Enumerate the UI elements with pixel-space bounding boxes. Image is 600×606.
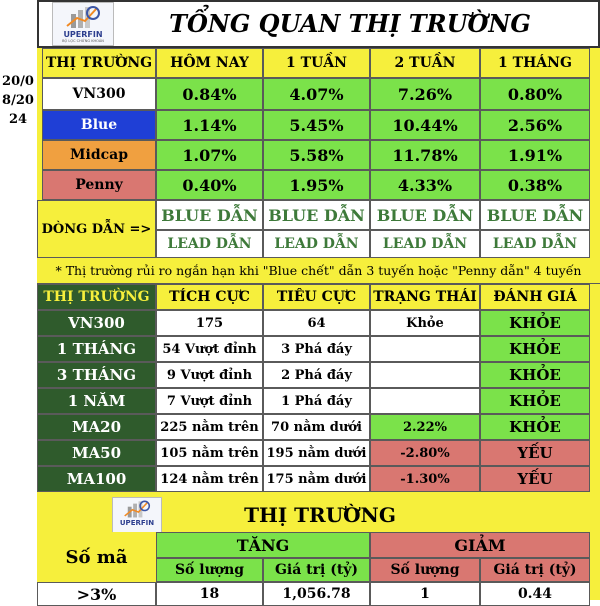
- logo-text: UPERFIN: [119, 519, 155, 527]
- overview-cell: 0.80%: [480, 78, 590, 110]
- lead-dan-cell: LEAD DẪN: [263, 230, 370, 258]
- giam-count-header: Số lượng: [370, 558, 480, 582]
- overview-cell: 1.91%: [480, 140, 590, 170]
- overview-cell: 1.95%: [263, 170, 370, 200]
- breadth-eval-cell: YẾU: [480, 466, 590, 492]
- overview-cell: 4.33%: [370, 170, 480, 200]
- market-cell: 1,056.78: [263, 582, 370, 606]
- breadth-header-negative: TIÊU CỰC: [263, 284, 370, 310]
- lead-dan-cell: LEAD DẪN: [156, 230, 263, 258]
- breadth-eval-cell: KHỎE: [480, 414, 590, 440]
- breadth-eval-cell: KHỎE: [480, 310, 590, 336]
- breadth-state-cell: 2.22%: [370, 414, 480, 440]
- breadth-row-label: 1 NĂM: [37, 388, 156, 414]
- overview-label-penny: Penny: [42, 170, 156, 200]
- breadth-header-eval: ĐÁNH GIÁ: [480, 284, 590, 310]
- breadth-state-cell: [370, 336, 480, 362]
- blue-dan-cell: BLUE DẪN: [156, 200, 263, 230]
- overview-cell: 10.44%: [370, 110, 480, 140]
- blue-dan-cell: BLUE DẪN: [263, 200, 370, 230]
- overview-label-blue: Blue: [42, 110, 156, 140]
- breadth-cell: 70 nằm dưới: [263, 414, 370, 440]
- giam-header: GIẢM: [370, 532, 590, 558]
- date-line-1: 20/0: [2, 74, 34, 89]
- breadth-state-cell: -1.30%: [370, 466, 480, 492]
- overview-cell: 0.84%: [156, 78, 263, 110]
- breadth-cell: 64: [263, 310, 370, 336]
- logo: [52, 2, 114, 46]
- logo-subtext: BỘ LỌC CHỨNG KHOÁN: [62, 39, 104, 43]
- overview-header-2w: 2 TUẦN: [370, 48, 480, 78]
- blue-dan-cell: BLUE DẪN: [370, 200, 480, 230]
- breadth-row-label: 3 THÁNG: [37, 362, 156, 388]
- breadth-row-label: MA100: [37, 466, 156, 492]
- market-cell: 1: [370, 582, 480, 606]
- breadth-state-cell: [370, 362, 480, 388]
- breadth-state-cell: -2.80%: [370, 440, 480, 466]
- overview-label-midcap: Midcap: [42, 140, 156, 170]
- giam-value-header: Giá trị (tỷ): [480, 558, 590, 582]
- breadth-state-cell: [370, 388, 480, 414]
- date-line-3: 24: [8, 112, 28, 127]
- risk-note: * Thị trường rủi ro ngắn hạn khi "Blue chết" dẫn 3 tuyến hoặc "Penny dẫn" 4 tuyến: [37, 258, 600, 284]
- overview-cell: 1.14%: [156, 110, 263, 140]
- breadth-cell: 1 Phá đáy: [263, 388, 370, 414]
- breadth-eval-cell: KHỎE: [480, 362, 590, 388]
- market-cell: 0.44: [480, 582, 590, 606]
- lead-dan-cell: LEAD DẪN: [370, 230, 480, 258]
- overview-header-1w: 1 TUẦN: [263, 48, 370, 78]
- overview-header-1m: 1 THÁNG: [480, 48, 590, 78]
- breadth-row-label: MA20: [37, 414, 156, 440]
- date-label: [0, 72, 36, 129]
- tang-count-header: Số lượng: [156, 558, 263, 582]
- breadth-cell: 175: [156, 310, 263, 336]
- overview-cell: 11.78%: [370, 140, 480, 170]
- breadth-header-market: THỊ TRƯỜNG: [37, 284, 156, 310]
- overview-label-vn300: VN300: [42, 78, 156, 110]
- market-logo: [112, 497, 162, 533]
- breadth-cell: 124 nằm trên: [156, 466, 263, 492]
- tang-header: TĂNG: [156, 532, 370, 558]
- logo-icon: [120, 499, 154, 519]
- overview-cell: 0.38%: [480, 170, 590, 200]
- breadth-cell: 175 nằm dưới: [263, 466, 370, 492]
- breadth-eval-cell: KHỎE: [480, 336, 590, 362]
- breadth-header-state: TRẠNG THÁI: [370, 284, 480, 310]
- logo-icon: [63, 4, 103, 30]
- overview-cell: 5.58%: [263, 140, 370, 170]
- breadth-row-label: 1 THÁNG: [37, 336, 156, 362]
- lead-dan-cell: LEAD DẪN: [480, 230, 590, 258]
- so-ma-label: Số mã: [37, 532, 156, 582]
- blue-dan-cell: BLUE DẪN: [480, 200, 590, 230]
- market-title: THỊ TRƯỜNG: [244, 503, 396, 527]
- breadth-cell: 2 Phá đáy: [263, 362, 370, 388]
- overview-header-market: THỊ TRƯỜNG: [42, 48, 156, 78]
- tang-value-header: Giá trị (tỷ): [263, 558, 370, 582]
- overview-cell: 0.40%: [156, 170, 263, 200]
- breadth-cell: 225 nằm trên: [156, 414, 263, 440]
- market-cell: 18: [156, 582, 263, 606]
- breadth-row-label: MA50: [37, 440, 156, 466]
- overview-cell: 1.07%: [156, 140, 263, 170]
- breadth-row-label: VN300: [37, 310, 156, 336]
- dong-dan-label: DÒNG DẪN =>: [37, 200, 156, 258]
- breadth-eval-cell: KHỎE: [480, 388, 590, 414]
- breadth-state-cell: Khỏe: [370, 310, 480, 336]
- overview-cell: 5.45%: [263, 110, 370, 140]
- page-title: TỔNG QUAN THỊ TRƯỜNG: [169, 9, 531, 38]
- breadth-header-positive: TÍCH CỰC: [156, 284, 263, 310]
- date-line-2: 8/20: [2, 93, 34, 108]
- overview-cell: 4.07%: [263, 78, 370, 110]
- breadth-cell: 7 Vượt đỉnh: [156, 388, 263, 414]
- breadth-cell: 195 nằm dưới: [263, 440, 370, 466]
- breadth-cell: 105 nằm trên: [156, 440, 263, 466]
- breadth-cell: 54 Vượt đỉnh: [156, 336, 263, 362]
- breadth-eval-cell: YẾU: [480, 440, 590, 466]
- breadth-cell: 9 Vượt đỉnh: [156, 362, 263, 388]
- overview-header-today: HÔM NAY: [156, 48, 263, 78]
- breadth-cell: 3 Phá đáy: [263, 336, 370, 362]
- overview-cell: 2.56%: [480, 110, 590, 140]
- overview-cell: 7.26%: [370, 78, 480, 110]
- market-row-label: >3%: [37, 582, 156, 606]
- logo-text: UPERFIN: [63, 30, 103, 39]
